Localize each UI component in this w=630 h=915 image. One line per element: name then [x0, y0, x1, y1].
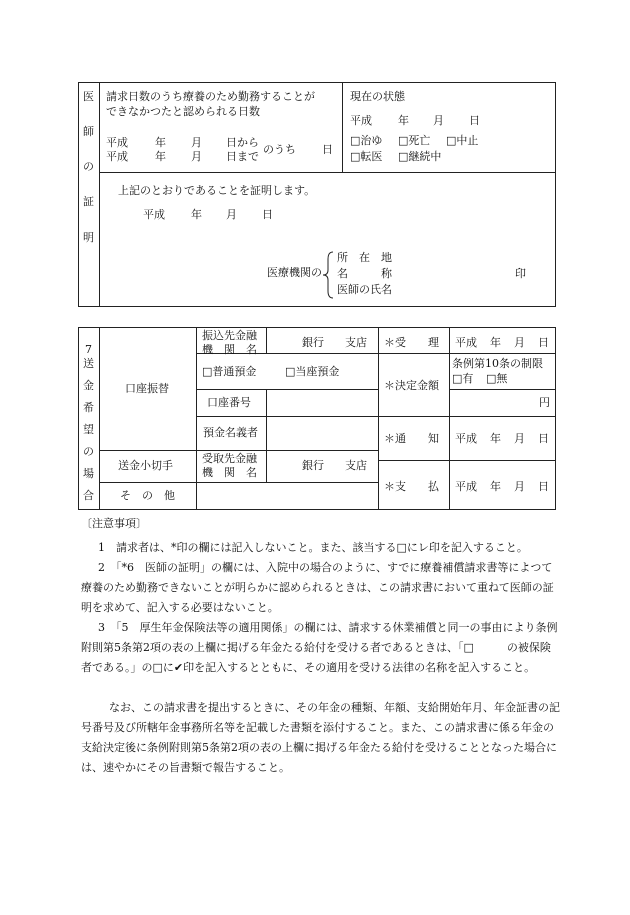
- doctor-name: 医師の氏名: [337, 283, 392, 296]
- remit-side-char: 合: [83, 489, 94, 502]
- status-option-continuing[interactable]: □継続中: [398, 150, 442, 163]
- notice-label: ＊通 知: [384, 432, 439, 445]
- note-item-1: 1 請求者は、*印の欄には記入しないこと。また、該当する□にレ印を記入すること。: [98, 541, 528, 554]
- payment-date-month: 月: [514, 480, 525, 493]
- remit-side-char: 送: [83, 357, 94, 370]
- article-limit-yes[interactable]: □有: [452, 372, 474, 385]
- institution-name: 名 称: [337, 267, 392, 280]
- notes-heading: 〔注意事項〕: [81, 517, 147, 530]
- bank-2-branch: 支店: [345, 459, 367, 472]
- period-to-day: 日まで: [226, 150, 259, 163]
- doctor-side-char: 医: [83, 90, 94, 103]
- status-date-year: 年: [398, 114, 409, 127]
- period-title-line1: 請求日数のうち療養のため勤務することが: [106, 90, 315, 103]
- period-from-year: 年: [155, 136, 166, 149]
- period-suffix: のうち: [263, 143, 296, 156]
- period-to-month: 月: [191, 150, 202, 163]
- deposit-ordinary-checkbox[interactable]: □普通預金: [202, 365, 257, 378]
- decided-amount-label: ＊決定金額: [384, 379, 439, 392]
- notice-date-year: 年: [490, 432, 501, 445]
- bank-label-2-line1: 受取先金融: [202, 452, 257, 465]
- status-option-cured[interactable]: □治ゆ: [350, 134, 383, 147]
- yen-unit: 円: [539, 396, 550, 409]
- certify-date-era: 平成: [143, 208, 165, 221]
- remit-side-char: 金: [83, 379, 94, 392]
- remit-side-char: 望: [83, 423, 94, 436]
- account-number-label: 口座番号: [207, 396, 251, 409]
- bank-1-bank: 銀行: [302, 336, 324, 349]
- check-label: 送金小切手: [118, 459, 173, 472]
- certify-text: 上記のとおりであることを証明します。: [118, 184, 316, 197]
- remit-side-char: 7: [85, 343, 92, 356]
- remit-side-char: の: [83, 445, 94, 458]
- period-from-day: 日から: [226, 136, 259, 149]
- payment-date-day: 日: [538, 480, 549, 493]
- received-date-month: 月: [514, 336, 525, 349]
- period-to-year: 年: [155, 150, 166, 163]
- deposit-current-checkbox[interactable]: □当座預金: [285, 365, 340, 378]
- institution-label: 医療機関の: [267, 266, 322, 279]
- doctor-side-char: 証: [83, 195, 94, 208]
- article-limit-label: 条例第10条の制限: [452, 357, 543, 370]
- payment-date-year: 年: [490, 480, 501, 493]
- note-item-3: 3 「5 厚生年金保険法等の適用関係」の欄には、請求する休業補償と同一の事由により条例附則第5条第2項の表の上欄に掲げる年金たる給付を受ける者であるときは、「□ の被保険者である。」の□に✔印を記入するとともに、その適用を受ける法律の名称を記入すること。: [81, 621, 558, 674]
- period-title-line2: できなかつたと認められる日数: [106, 105, 260, 118]
- period-from-month: 月: [191, 136, 202, 149]
- status-title: 現在の状態: [350, 90, 405, 103]
- payment-date-era: 平成: [455, 480, 477, 493]
- bank-1-branch: 支店: [345, 336, 367, 349]
- status-option-transfer[interactable]: □転医: [350, 150, 383, 163]
- received-date-day: 日: [538, 336, 549, 349]
- seal-mark: 印: [515, 267, 526, 280]
- period-to-era: 平成: [106, 150, 128, 163]
- remit-side-char: 場: [83, 467, 94, 480]
- notice-date-day: 日: [538, 432, 549, 445]
- other-label: そ の 他: [120, 489, 175, 502]
- article-limit-no[interactable]: □無: [486, 372, 508, 385]
- brace-icon: [322, 251, 334, 299]
- certify-date-year: 年: [191, 208, 202, 221]
- note-item-3-addendum: なお、この請求書を提出するときに、その年金の種類、年額、支給開始年月、年金証書の記号番号及び所轄年金事務所名等を記載した書類を添付すること。また、この請求書に係る年金の支給決定後に条例附則第5条第2項の表の上欄に掲げる年金たる給付を受けることとなった場合には、速やかにその旨書類で報告すること。: [81, 701, 560, 774]
- bank-label-1-line2: 機 関 名: [202, 343, 257, 356]
- received-date-year: 年: [490, 336, 501, 349]
- bank-label-1-line1: 振込先金融: [202, 329, 257, 342]
- notice-date-era: 平成: [455, 432, 477, 445]
- doctor-side-char: 明: [83, 231, 94, 244]
- period-from-era: 平成: [106, 136, 128, 149]
- note-item-2: 2 「*6 医師の証明」の欄には、入院中の場合のように、すでに療養補償請求書等によつて療養のため勤務できないことが明らかに認められるときは、この請求書において重ねて医師の証明を求めて、記入する必要はないこと。: [81, 561, 554, 614]
- status-date-month: 月: [433, 114, 444, 127]
- received-label: ＊受 理: [384, 336, 439, 349]
- bank-label-2-line2: 機 関 名: [202, 466, 257, 479]
- doctor-side-char: 師: [83, 125, 94, 138]
- institution-address: 所 在 地: [337, 251, 392, 264]
- days-unit: 日: [322, 143, 333, 156]
- status-date-day: 日: [469, 114, 480, 127]
- payment-label: ＊支 払: [384, 480, 439, 493]
- remit-side-char: 希: [83, 401, 94, 414]
- status-date-era: 平成: [350, 114, 372, 127]
- bank-2-bank: 銀行: [302, 459, 324, 472]
- notice-date-month: 月: [514, 432, 525, 445]
- doctor-side-char: の: [83, 160, 94, 173]
- account-transfer-label: 口座振替: [125, 382, 169, 395]
- certify-date-month: 月: [226, 208, 237, 221]
- account-holder-label: 預金名義者: [203, 426, 258, 439]
- status-option-died[interactable]: □死亡: [398, 134, 431, 147]
- received-date-era: 平成: [455, 336, 477, 349]
- status-option-stopped[interactable]: □中止: [446, 134, 479, 147]
- certify-date-day: 日: [262, 208, 273, 221]
